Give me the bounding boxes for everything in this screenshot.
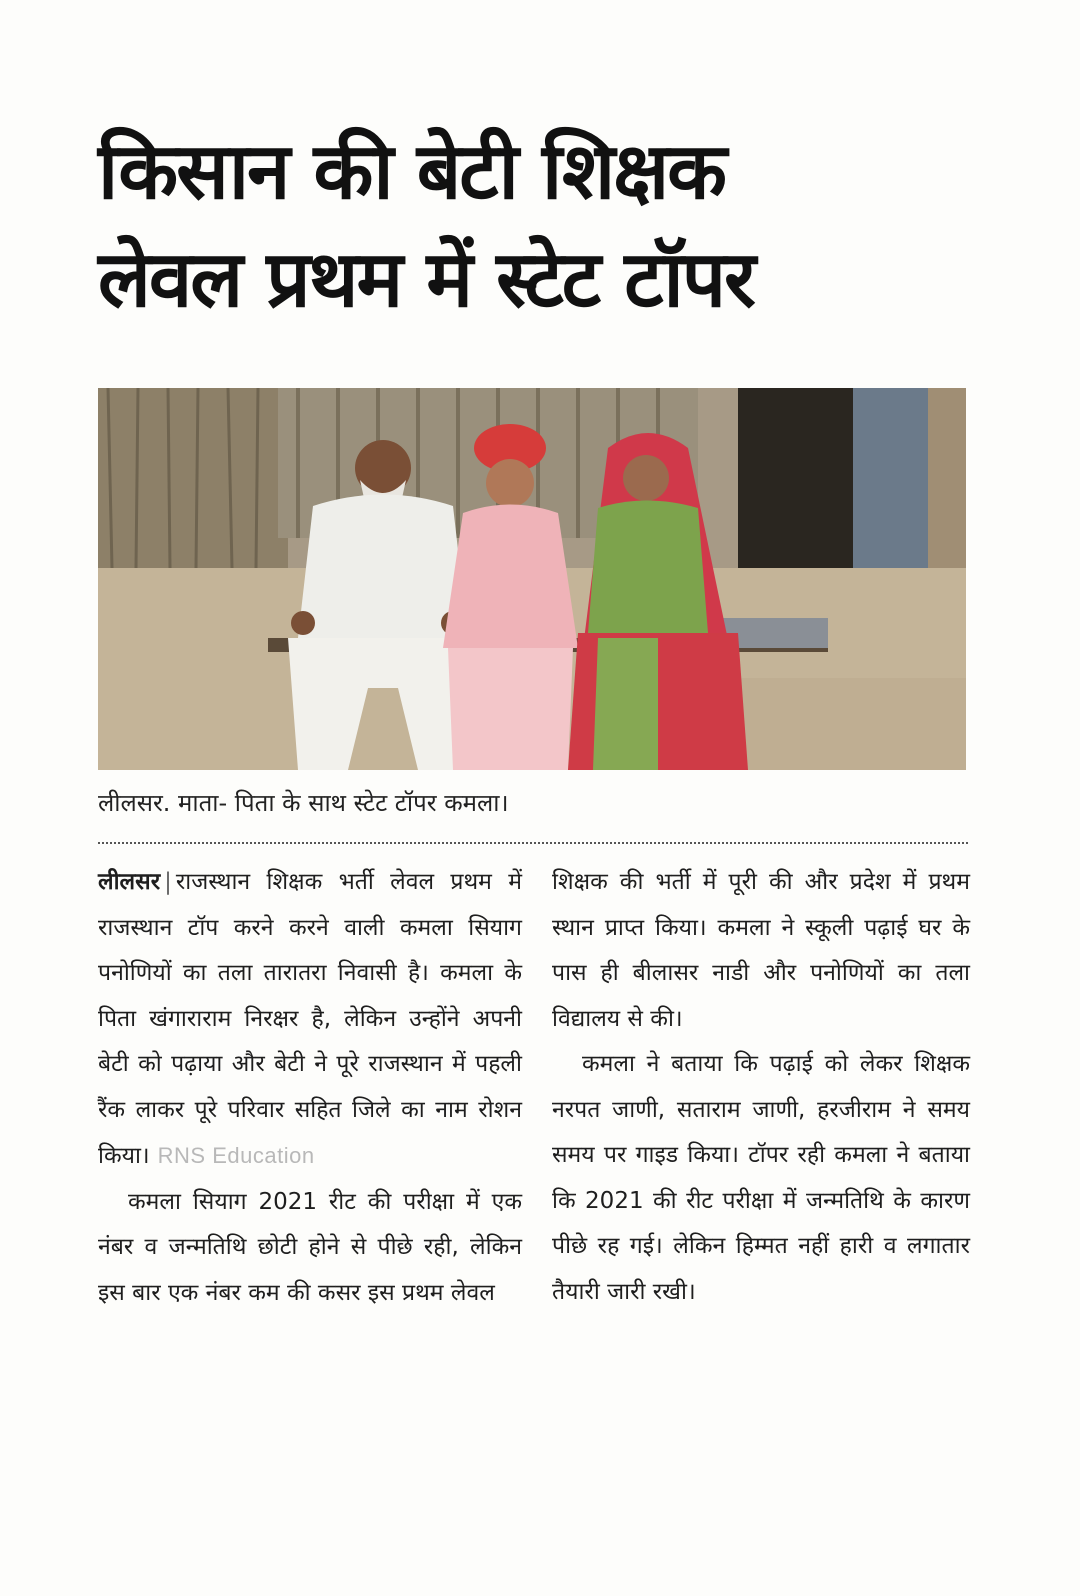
headline — [98, 118, 978, 334]
paragraph: कमला ने बताया कि पढ़ाई को लेकर शिक्षक नरपत जाणी, सताराम जाणी, हरजीराम ने समय समय पर गाइड किया। टॉपर रही कमला ने बताया कि 2021 की रीट परीक्षा में जन्मतिथि के कारण पीछे रह गई। लेकिन हिम्मत नहीं हारी व लगातार तैयारी जारी रखी। — [552, 1051, 970, 1305]
article-column-left — [98, 860, 522, 1316]
watermark: RNS Education — [157, 1143, 315, 1168]
photo-caption: लीलसर. माता- पिता के साथ स्टेट टॉपर कमला। — [98, 789, 509, 817]
news-photo — [98, 388, 966, 770]
dateline-separator: | — [164, 869, 172, 895]
divider — [98, 842, 968, 844]
headline-line-1: किसान की बेटी शिक्षक — [98, 127, 726, 217]
paragraph: शिक्षक की भर्ती में पूरी की और प्रदेश में प्रथम स्थान प्राप्त किया। कमला ने स्कूली पढ़ाई घर के पास ही बीलासर नाडी और पनोणियों का तला विद्यालय से की। — [552, 869, 970, 1032]
headline-line-2: लेवल प्रथम में स्टेट टॉपर — [98, 235, 754, 325]
paragraph: कमला सियाग 2021 रीट की परीक्षा में एक नंबर व जन्मतिथि छोटी होने से पीछे रही, लेकिन इस बार एक नंबर कम की कसर इस प्रथम लेवल — [98, 1188, 522, 1306]
dateline: लीलसर — [98, 869, 161, 895]
paragraph — [98, 860, 522, 1180]
article-column-right — [552, 860, 970, 1315]
paragraph-text: राजस्थान शिक्षक भर्ती लेवल प्रथम में राजस्थान टॉप करने करने वाली कमला सियाग पनोणियों का तला तारातरा निवासी है। कमला के पिता खंगाराराम निरक्षर है, लेकिन उन्होंने अपनी बेटी को पढ़ाया और बेटी ने पूरे राजस्थान में पहली रैंक लाकर पूरे परिवार सहित जिले का नाम रोशन किया। — [98, 869, 522, 1169]
